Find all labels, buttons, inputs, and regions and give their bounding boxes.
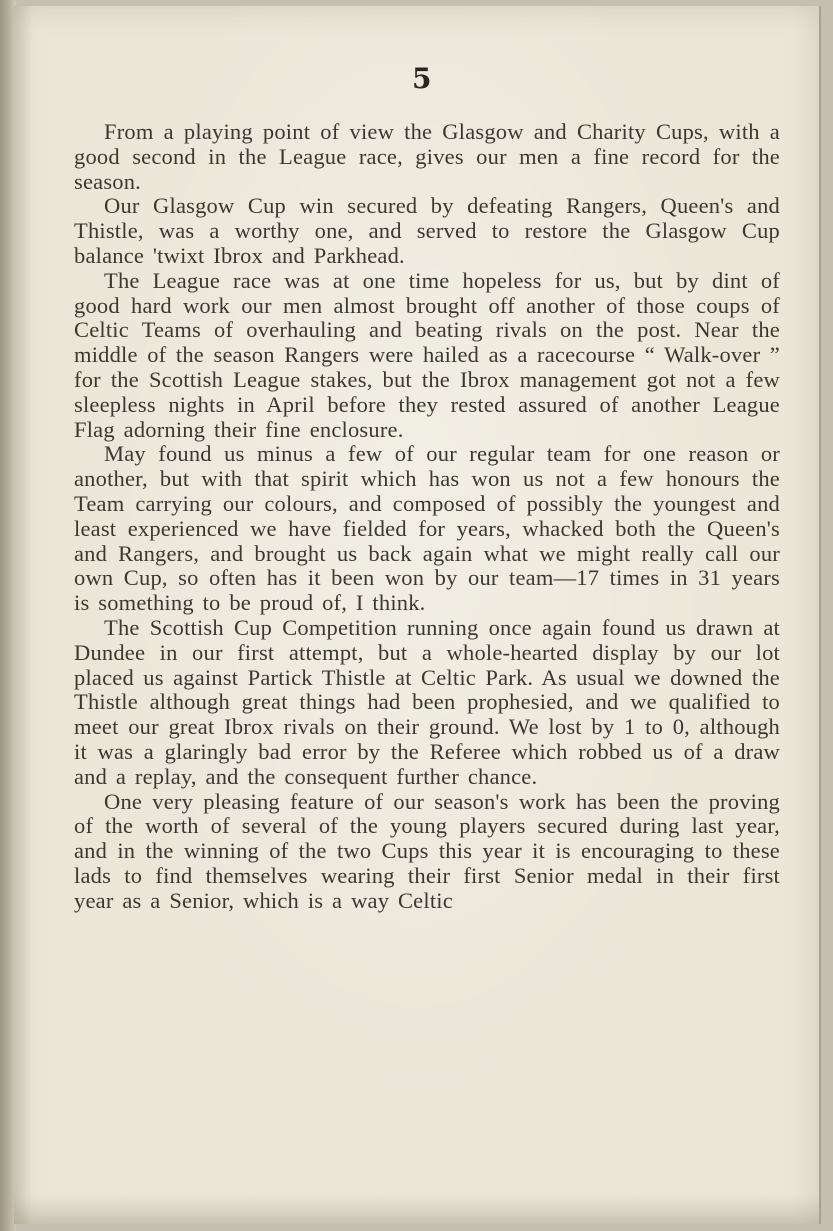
paragraph-6: One very pleasing feature of our season's work has been the proving of the worth of several of the young players secured during last year, and in the winning of the two Cups this year it is encouraging to these lads to find themselves wearing their first Senior medal in their first year as a Senior, which is a way Celtic — [74, 788, 780, 913]
body-text — [74, 120, 780, 914]
page-number: 5 — [412, 62, 432, 95]
paragraph-3: The League race was at one time hopeless for us, but by dint of good hard work our men almost brought off another of those coups of Celtic Teams of overhauling and beating rivals on the post. Near the middle of the season Rangers were hailed as a racecourse “ Walk-over ” for the Scottish League stakes, but the Ibrox management got not a few sleepless nights in April before they rested assured of another League Flag adorning their fine enclosure. — [74, 267, 780, 442]
paragraph-4: May found us minus a few of our regular team for one reason or another, but with that spirit which has won us not a few honours the Team carrying our colours, and composed of possibly the youngest and least experienced we have fielded for years, whacked both the Queen's and Rangers, and brought us back again what we might really call our own Cup, so often has it been won by our team—17 times in 31 years is something to be proud of, I think. — [74, 441, 780, 616]
paragraph-5: The Scottish Cup Competition running once again found us drawn at Dundee in our first attempt, but a whole-hearted display by our lot placed us against Partick Thistle at Celtic Park. As usual we downed the Thistle although great things had been prophesied, and we qualified to meet our great Ibrox rivals on their ground. We lost by 1 to 0, although it was a glaringly bad error by the Referee which robbed us of a draw and a replay, and the consequent further chance. — [74, 614, 780, 789]
paragraph-2: Our Glasgow Cup win secured by defeating Rangers, Queen's and Thistle, was a worthy one, and served to restore the Glasgow Cup balance 'twixt Ibrox and Parkhead. — [74, 193, 780, 268]
paragraph-1: From a playing point of view the Glasgow and Charity Cups, with a good second in the League race, gives our men a fine record for the season. — [74, 119, 780, 194]
